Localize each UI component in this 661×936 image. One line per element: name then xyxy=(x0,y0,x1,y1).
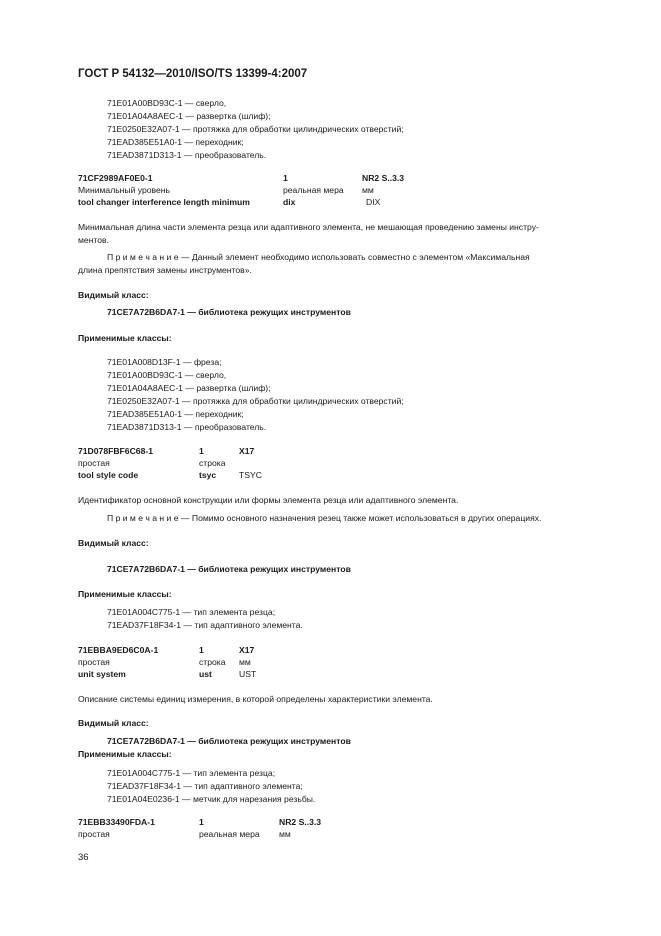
list-item: 71E01A008D13F-1 — фреза; xyxy=(107,357,222,367)
list-item: 71E0250E32A07-1 — протяжка для обработки цилиндрических отверстий; xyxy=(107,124,404,134)
note-label: П р и м е ч а н и е xyxy=(107,513,179,523)
element-symbol-upper: UST xyxy=(239,669,257,679)
element-symbol: dix xyxy=(283,197,296,207)
visible-class: 71CE7A72B6DA7-1 — библиотека режущих инструментов xyxy=(107,736,351,746)
definition: Минимальная длина части элемента резца или адаптивного элемента, не мешающая проведению замены инстру- xyxy=(78,222,539,232)
element-kind: реальная мера xyxy=(283,185,344,195)
definition-cont: ментов. xyxy=(78,235,110,245)
element-count: 1 xyxy=(199,446,204,456)
element-type: X17 xyxy=(239,645,255,655)
note-label: П р и м е ч а н и е xyxy=(107,252,179,262)
note-text: — Данный элемент необходимо использовать совместно с элементом «Максимальная xyxy=(180,252,530,262)
element-name-ru: Минимальный уровень xyxy=(78,185,171,195)
element-name-en: unit system xyxy=(78,669,126,679)
applicable-classes-label: Применимые классы: xyxy=(78,589,172,599)
element-symbol-upper: TSYC xyxy=(239,470,262,480)
list-item: 71EAD3871D313-1 — преобразователь. xyxy=(107,422,267,432)
element-kind: строка xyxy=(199,657,226,667)
element-type: NR2 S..3.3 xyxy=(279,817,322,827)
visible-class-label: Видимый класс: xyxy=(78,290,149,300)
visible-class: 71CE7A72B6DA7-1 — библиотека режущих инструментов xyxy=(107,564,351,574)
applicable-classes-label: Применимые классы: xyxy=(78,333,172,343)
list-item: 71EAD37F18F34-1 — тип адаптивного элемента; xyxy=(107,781,303,791)
list-item: 71E01A004C775-1 — тип элемента резца; xyxy=(107,768,276,778)
element-name-ru: простая xyxy=(78,458,110,468)
list-item: 71E01A04A8AEC-1 — развертка (шлиф); xyxy=(107,383,271,393)
definition: Описание системы единиц измерения, в которой определены характеристики элемента. xyxy=(78,694,433,704)
element-code: 71CF2989AF0E0-1 xyxy=(78,173,153,183)
note-text: — Помимо основного назначения резец также может использоваться в других операциях. xyxy=(180,513,542,523)
page-number: 36 xyxy=(78,852,89,863)
note-cont: длина препятствия замены инструментов». xyxy=(78,265,252,275)
element-name-ru: простая xyxy=(78,829,110,839)
list-item: 71E01A04E0236-1 — метчик для нарезания резьбы. xyxy=(107,794,316,804)
element-kind: реальная мера xyxy=(199,829,260,839)
list-item: 71E01A00BD93C-1 — сверло, xyxy=(107,98,227,108)
element-symbol: tsyc xyxy=(199,470,217,480)
list-item: 71E01A04A8AEC-1 — развертка (шлиф); xyxy=(107,111,271,121)
element-symbol-upper: DIX xyxy=(366,197,381,207)
list-item: 71E0250E32A07-1 — протяжка для обработки цилиндрических отверстий; xyxy=(107,396,404,406)
list-item: 71EAD385E51A0-1 — переходник; xyxy=(107,409,244,419)
page-title: ГОСТ Р 54132—2010/ISO/TS 13399-4:2007 xyxy=(78,68,308,80)
list-item: 71E01A00BD93C-1 — сверло, xyxy=(107,370,227,380)
element-code: 71EBBA9ED6C0A-1 xyxy=(78,645,159,655)
element-name-en: tool changer interference length minimum xyxy=(78,197,250,207)
element-count: 1 xyxy=(199,645,204,655)
element-unit: мм xyxy=(239,657,251,667)
visible-class-label: Видимый класс: xyxy=(78,538,149,548)
note xyxy=(107,252,530,263)
list-item: 71EAD3871D313-1 — преобразователь. xyxy=(107,150,267,160)
element-type: X17 xyxy=(239,446,255,456)
list-item: 71EAD385E51A0-1 — переходник; xyxy=(107,137,244,147)
element-count: 1 xyxy=(283,173,288,183)
element-count: 1 xyxy=(199,817,204,827)
list-item: 71E01A004C775-1 — тип элемента резца; xyxy=(107,607,276,617)
element-symbol: ust xyxy=(199,669,212,679)
definition: Идентификатор основной конструкции или формы элемента резца или адаптивного элемента. xyxy=(78,495,459,505)
element-code: 71EBB33490FDA-1 xyxy=(78,817,155,827)
element-type: NR2 S..3.3 xyxy=(362,173,405,183)
element-name-ru: простая xyxy=(78,657,110,667)
element-name-en: tool style code xyxy=(78,470,139,480)
applicable-classes-label: Применимые классы: xyxy=(78,749,172,759)
visible-class-label: Видимый класс: xyxy=(78,718,149,728)
element-unit: мм xyxy=(279,829,291,839)
note xyxy=(107,513,541,524)
element-unit: мм xyxy=(362,185,374,195)
element-kind: строка xyxy=(199,458,226,468)
list-item: 71EAD37F18F34-1 — тип адаптивного элемента. xyxy=(107,620,303,630)
element-code: 71D078FBF6C68-1 xyxy=(78,446,153,456)
visible-class: 71CE7A72B6DA7-1 — библиотека режущих инструментов xyxy=(107,307,351,317)
